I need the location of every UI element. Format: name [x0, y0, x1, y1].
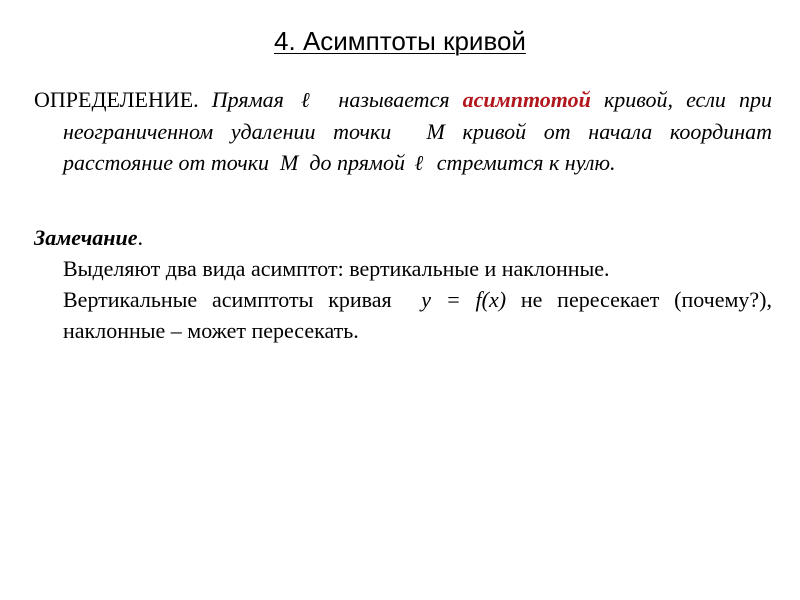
definition-paragraph — [34, 84, 772, 179]
line-symbol: ℓ — [300, 88, 318, 112]
slide-title: 4. Асимптоты кривой — [274, 26, 526, 56]
point-symbol: M — [426, 119, 445, 144]
definition-keyword: асимптотой — [462, 87, 591, 112]
point-symbol-2: M — [280, 150, 299, 175]
remark-text-2b: не пересекает (почему?), наклонные – может пересекать. — [63, 287, 773, 343]
remark-heading-line — [34, 222, 772, 253]
definition-text-1: Прямая — [211, 87, 284, 112]
line-symbol-2: ℓ — [414, 151, 424, 175]
function-formula: y = f(x) — [421, 287, 507, 312]
definition-block — [34, 84, 772, 179]
definition-text-4: кривой от начала координат расстояние от точки — [63, 119, 773, 175]
definition-lead: ОПРЕДЕЛЕНИЕ. — [34, 87, 199, 112]
remark-block — [34, 222, 772, 346]
definition-text-3: кривой, если при неограниченном удалении точки — [63, 87, 773, 144]
definition-text-2: называется — [338, 87, 450, 112]
remark-text-2a: Вертикальные асимптоты кривая — [63, 287, 392, 312]
remark-line-2 — [34, 284, 772, 346]
definition-text-6: стремится к нулю. — [436, 150, 616, 175]
remark-line-1: Выделяют два вида асимптот: вертикальные и наклонные. — [63, 256, 610, 281]
definition-text-5: до прямой — [309, 150, 405, 175]
remark-heading: Замечание — [34, 225, 138, 250]
remark-heading-dot: . — [137, 225, 144, 250]
